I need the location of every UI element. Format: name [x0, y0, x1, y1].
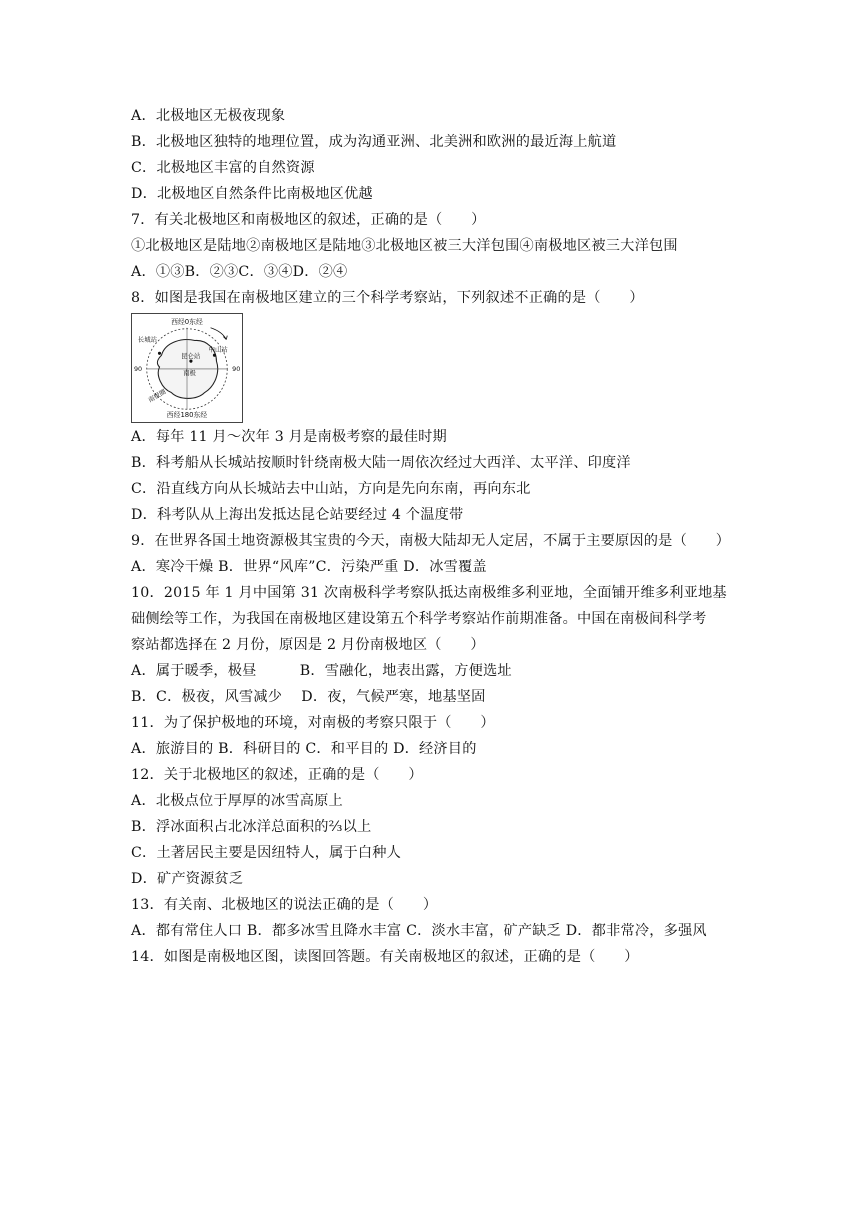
question-text-line: A．属于暖季，极昼 B．雪融化，地表出露，方便选址	[131, 663, 512, 679]
question-text-line: B．北极地区独特的地理位置，成为沟通亚洲、北美洲和欧洲的最近海上航道	[131, 134, 617, 150]
question-text-line: D．北极地区自然条件比南极地区优越	[131, 186, 373, 202]
zhongshan-station-dot	[213, 354, 216, 357]
question-text-line: A．旅游目的 B．科研目的 C．和平目的 D．经济目的	[131, 741, 477, 757]
question-text-line: A．北极地区无极夜现象	[131, 108, 286, 124]
question-text-line: 12．关于北极地区的叙述，正确的是（ ）	[131, 767, 423, 783]
question-text-line: 10．2015 年 1 月中国第 31 次南极科学考察队抵达南极维多利亚地，全面铺开维多利亚地基	[131, 585, 727, 601]
changcheng-station-label: 长城站	[137, 335, 158, 344]
question-text-line: B．浮冰面积占北冰洋总面积的⅔以上	[131, 819, 372, 835]
antarctica-map-figure	[131, 313, 243, 423]
south-pole-label: 南极	[183, 368, 196, 377]
question-text-line: ①北极地区是陆地②南极地区是陆地③北极地区被三大洋包围④南极地区被三大洋包围	[131, 238, 678, 254]
question-text-line: 础侧绘等工作，为我国在南极地区建设第五个科学考察站作前期准备。中国在南极间科学考	[131, 611, 707, 627]
kunlun-station-label: 昆仑站	[181, 352, 201, 361]
changcheng-station-dot	[158, 352, 161, 355]
question-text-line: C．土著居民主要是因纽特人，属于白种人	[131, 845, 402, 861]
question-text-line: C．沿直线方向从长城站去中山站，方向是先向东南，再向东北	[131, 481, 531, 497]
map-label-left: 90	[133, 364, 143, 373]
question-text-line: 13．有关南、北极地区的说法正确的是（ ）	[131, 897, 438, 913]
question-text-line: A．每年 11 月～次年 3 月是南极考察的最佳时期	[131, 429, 447, 445]
question-text-line: A．①③B．②③C．③④D．②④	[131, 264, 348, 280]
question-text-line: 11．为了保护极地的环境，对南极的考察只限于（ ）	[131, 715, 495, 731]
question-text-line: 14．如图是南极地区图，读图回答题。有关南极地区的叙述，正确的是（ ）	[131, 949, 639, 965]
question-text-line: C．北极地区丰富的自然资源	[131, 160, 315, 176]
map-label-bottom: 西经180东经	[166, 411, 208, 420]
question-text-line: A．都有常住人口 B．都多冰雪且降水丰富 C．淡水丰富，矿产缺乏 D．都非常冷，多强风	[131, 923, 707, 939]
question-text-line: D．科考队从上海出发抵达昆仑站要经过 4 个温度带	[131, 507, 464, 523]
question-text-line: D．矿产资源贫乏	[131, 871, 244, 887]
zhongshan-station-label: 中山站	[208, 345, 228, 354]
question-text-line: 8．如图是我国在南极地区建立的三个科学考察站，下列叙述不正确的是（ ）	[131, 290, 644, 306]
question-text-line: 7．有关北极地区和南极地区的叙述，正确的是（ ）	[131, 212, 486, 228]
question-text-line: 9．在世界各国土地资源极其宝贵的今天，南极大陆却无人定居，不属于主要原因的是（ ）	[131, 533, 731, 549]
question-text-line: B．C．极夜，风雪减少 D．夜，气候严寒，地基坚固	[131, 689, 486, 705]
question-text-line: B．科考船从长城站按顺时针绕南极大陆一周依次经过大西洋、太平洋、印度洋	[131, 455, 631, 471]
question-text-line: A．寒冷干燥 B．世界“风库”C．污染严重 D．冰雪覆盖	[131, 559, 487, 575]
map-label-top: 西经0东经	[171, 317, 203, 326]
antarctic-circle-label: 南极圈	[146, 387, 168, 405]
question-text-line: A．北极点位于厚厚的冰雪高原上	[131, 793, 343, 809]
map-label-right: 90	[232, 364, 241, 373]
question-text-line: 察站都选择在 2 月份，原因是 2 月份南极地区（ ）	[131, 637, 485, 653]
